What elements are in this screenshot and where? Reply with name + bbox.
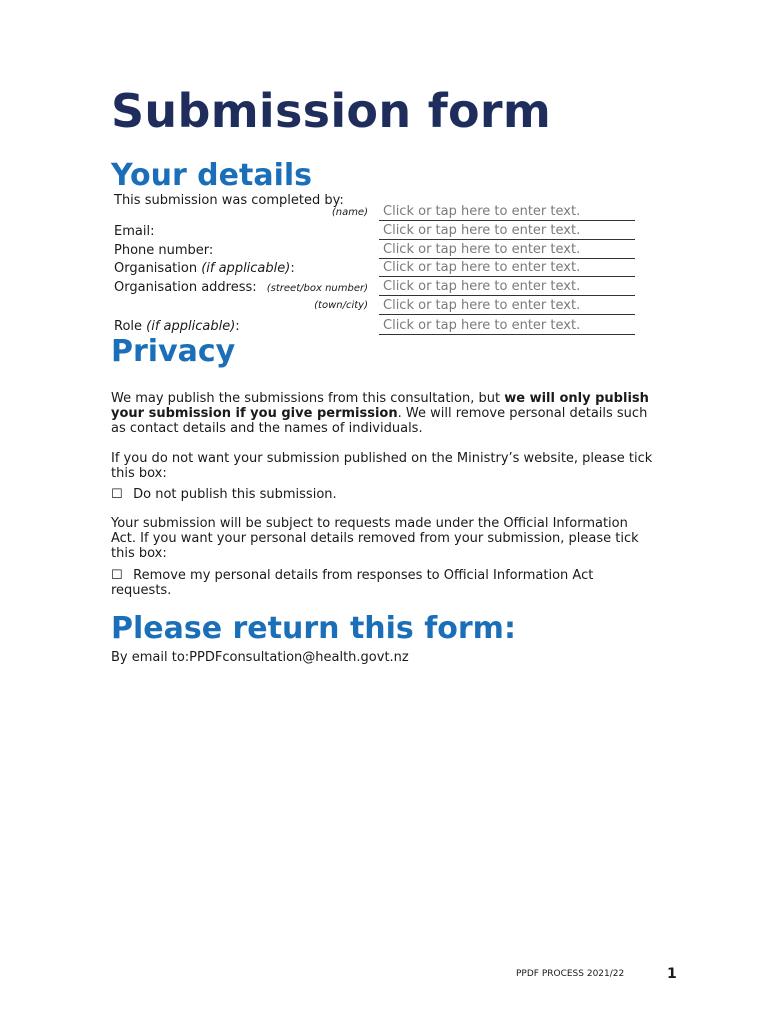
- name-sub-label: (name): [331, 207, 368, 218]
- privacy-paragraph-2: If you do not want your submission published on the Ministry’s website, please tick this box:: [111, 451, 653, 481]
- remove-details-label: Remove my personal details from responses to Official Information Act requests.: [111, 568, 594, 598]
- privacy-paragraph-1: [111, 391, 656, 436]
- phone-field[interactable]: Click or tap here to enter text.: [379, 241, 635, 259]
- completed-by-label: This submission was completed by:: [114, 193, 344, 208]
- remove-details-row: [111, 568, 656, 598]
- organisation-field[interactable]: Click or tap here to enter text.: [379, 259, 635, 277]
- remove-details-checkbox[interactable]: ☐: [111, 568, 123, 583]
- phone-label: Phone number:: [114, 243, 214, 258]
- role-qualifier: (if applicable): [146, 319, 236, 334]
- privacy-p1-end: . We will remove personal details such as contact details and the names of individuals.: [111, 406, 648, 436]
- role-field[interactable]: Click or tap here to enter text.: [379, 317, 635, 335]
- street-sub-label: (street/box number): [266, 283, 368, 294]
- do-not-publish-label: Do not publish this submission.: [133, 487, 337, 502]
- do-not-publish-checkbox[interactable]: ☐: [111, 487, 123, 502]
- return-email-line: [111, 650, 409, 666]
- by-email-label: By email to:: [111, 650, 190, 665]
- privacy-paragraph-3: Your submission will be subject to requests made under the Official Information Act. If you want your personal details removed from your submission, please tick this box:: [111, 516, 639, 561]
- return-email-address: PPDFconsultation@health.govt.nz: [189, 650, 409, 665]
- street-field[interactable]: Click or tap here to enter text.: [379, 278, 635, 296]
- role-label-text: Role: [114, 319, 143, 334]
- return-heading: Please return this form:: [111, 611, 516, 646]
- name-field[interactable]: Click or tap here to enter text.: [379, 203, 635, 221]
- organisation-label: [114, 261, 295, 277]
- email-label: Email:: [114, 224, 155, 239]
- footer-label: PPDF PROCESS 2021/22: [516, 969, 625, 979]
- role-colon: :: [235, 319, 240, 334]
- organisation-qualifier: (if applicable): [201, 261, 291, 276]
- privacy-p1-start: We may publish the submissions from this consultation, but: [111, 391, 505, 406]
- your-details-heading: Your details: [111, 158, 313, 193]
- privacy-heading: Privacy: [111, 334, 236, 369]
- page-title: Submission form: [111, 84, 552, 138]
- address-label: Organisation address:: [114, 280, 257, 295]
- email-field[interactable]: Click or tap here to enter text.: [379, 222, 635, 240]
- page-number: 1: [667, 966, 677, 982]
- privacy-p1-bold: we will only publish your submission if you give permission: [111, 391, 649, 421]
- town-sub-label: (town/city): [314, 300, 368, 311]
- organisation-label-text: Organisation: [114, 261, 198, 276]
- town-field[interactable]: Click or tap here to enter text.: [379, 297, 635, 315]
- do-not-publish-row: [111, 487, 656, 502]
- organisation-colon: :: [290, 261, 295, 276]
